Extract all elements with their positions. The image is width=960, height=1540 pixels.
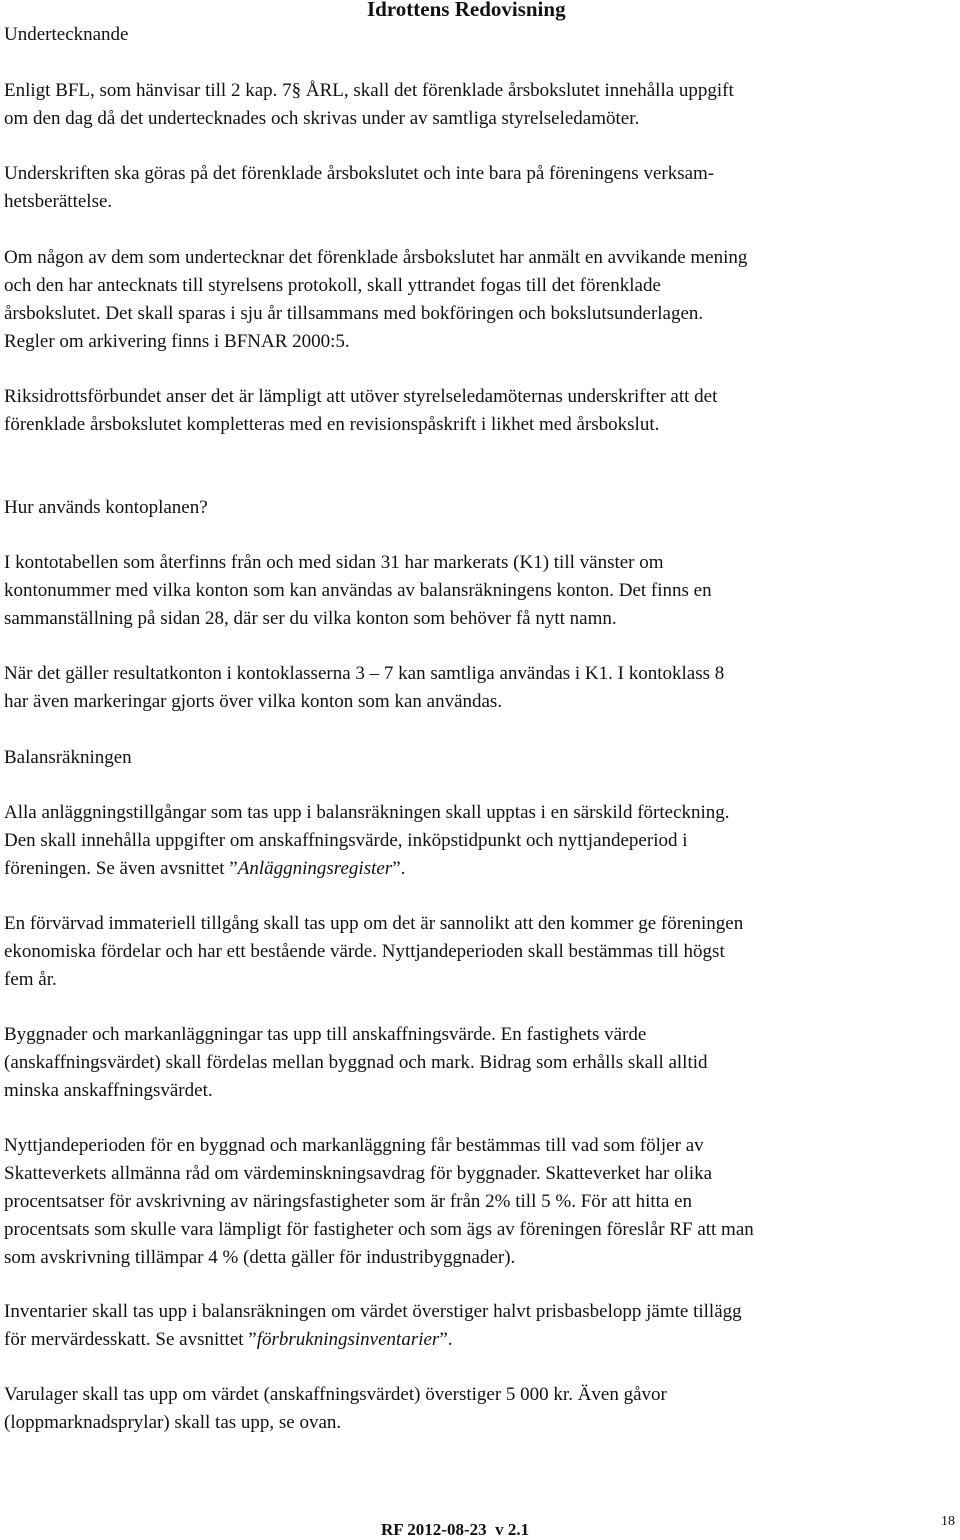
link-forbrukningsinventarier: förbrukningsinventarier: [256, 1329, 440, 1350]
paragraph-varulager: Varulager skall tas upp om värdet (anskaffningsvärdet) överstiger 5 000 kr. Även gåvor (loppmarknadsprylar) skall tas upp, se ovan.: [4, 1384, 667, 1433]
paragraph-underskrift: Underskriften ska göras på det förenklade årsbokslutet och inte bara på föreningens verksam- hetsberättelse.: [4, 163, 715, 212]
paragraph-anlaggningstillgangar: Alla anläggningstillgångar som tas upp i balansräkningen skall upptas i en särskild förteckning. Den skall innehålla uppgifter om anskaffningsvärde, inköpstidpunkt och nyttjandeperiod i föreningen. Se även avsnittet ”Anläggningsregister”.: [4, 802, 730, 879]
heading-balansrakningen: Balansräkningen: [4, 747, 132, 768]
paragraph-inventarier: Inventarier skall tas upp i balansräkningen om värdet överstiger halvt prisbasbelopp jämte tillägg för mervärdesskatt. Se avsnittet ”förbrukningsinventarier”.: [4, 1301, 742, 1350]
document-title: Idrottens Redovisning: [367, 0, 566, 21]
paragraph-riksidrottsforbundet: Riksidrottsförbundet anser det är lämpligt att utöver styrelseledamöternas underskrifter att det förenklade årsbokslutet kompletteras med en revisionspåskrift i likhet med årsbokslut.: [4, 386, 718, 435]
paragraph-kontotabellen: I kontotabellen som återfinns från och med sidan 31 har markerats (K1) till vänster om kontonummer med vilka konton som kan användas av balansräkningens konton. Det finns en sammanställning på sidan 28, där ser du vilka konton som behöver få nytt namn.: [4, 552, 712, 629]
paragraph-immateriell: En förvärvad immateriell tillgång skall tas upp om det är sannolikt att den kommer ge föreningen ekonomiska fördelar och har ett bestående värde. Nyttjandeperioden skall bestämmas till högst fem år.: [4, 913, 744, 990]
paragraph-resultatkonton: När det gäller resultatkonton i kontoklasserna 3 – 7 kan samtliga användas i K1. I kontoklass 8 har även markeringar gjorts över vilka konton som kan användas.: [4, 663, 725, 712]
paragraph-nyttjandeperioden: Nyttjandeperioden för en byggnad och markanläggning får bestämmas till vad som följer av Skatteverkets allmänna råd om värdeminskningsavdrag för byggnader. Skatteverket har olika procentsatser för avskrivning av näringsfastigheter som är från 2% till 5 %. För att hitta en procentsats som skulle vara lämpligt för fastigheter och som ägs av föreningen föreslår RF att man som avskrivning tillämpar 4 % (detta gäller för industribyggnader).: [4, 1135, 754, 1268]
paragraph-byggnader: Byggnader och markanläggningar tas upp till anskaffningsvärde. En fastighets värde (anskaffningsvärdet) skall fördelas mellan byggnad och mark. Bidrag som erhålls skall alltid minska anskaffningsvärdet.: [4, 1024, 708, 1101]
paragraph-bfl: Enligt BFL, som hänvisar till 2 kap. 7§ ÅRL, skall det förenklade årsbokslutet innehålla uppgift om den dag då det undertecknades och skrivas under av samtliga styrelseledamöter.: [4, 80, 734, 129]
heading-kontoplanen: Hur används kontoplanen?: [4, 497, 208, 518]
footer-version: RF 2012-08-23 v 2.1: [381, 1520, 530, 1539]
paragraph-avvikande-mening: Om någon av dem som undertecknar det förenklade årsbokslutet har anmält en avvikande mening och den har antecknats till styrelsens protokoll, skall yttrandet fogas till det förenklade årsbokslutet. Det skall sparas i sju år tillsammans med bokföringen och bokslutsunderlagen. Regler om arkivering finns i BFNAR 2000:5.: [4, 247, 748, 352]
page-number: 18: [941, 1514, 955, 1529]
section-label: Undertecknande: [4, 24, 129, 45]
link-anlaggningsregister: Anläggningsregister: [237, 858, 393, 879]
